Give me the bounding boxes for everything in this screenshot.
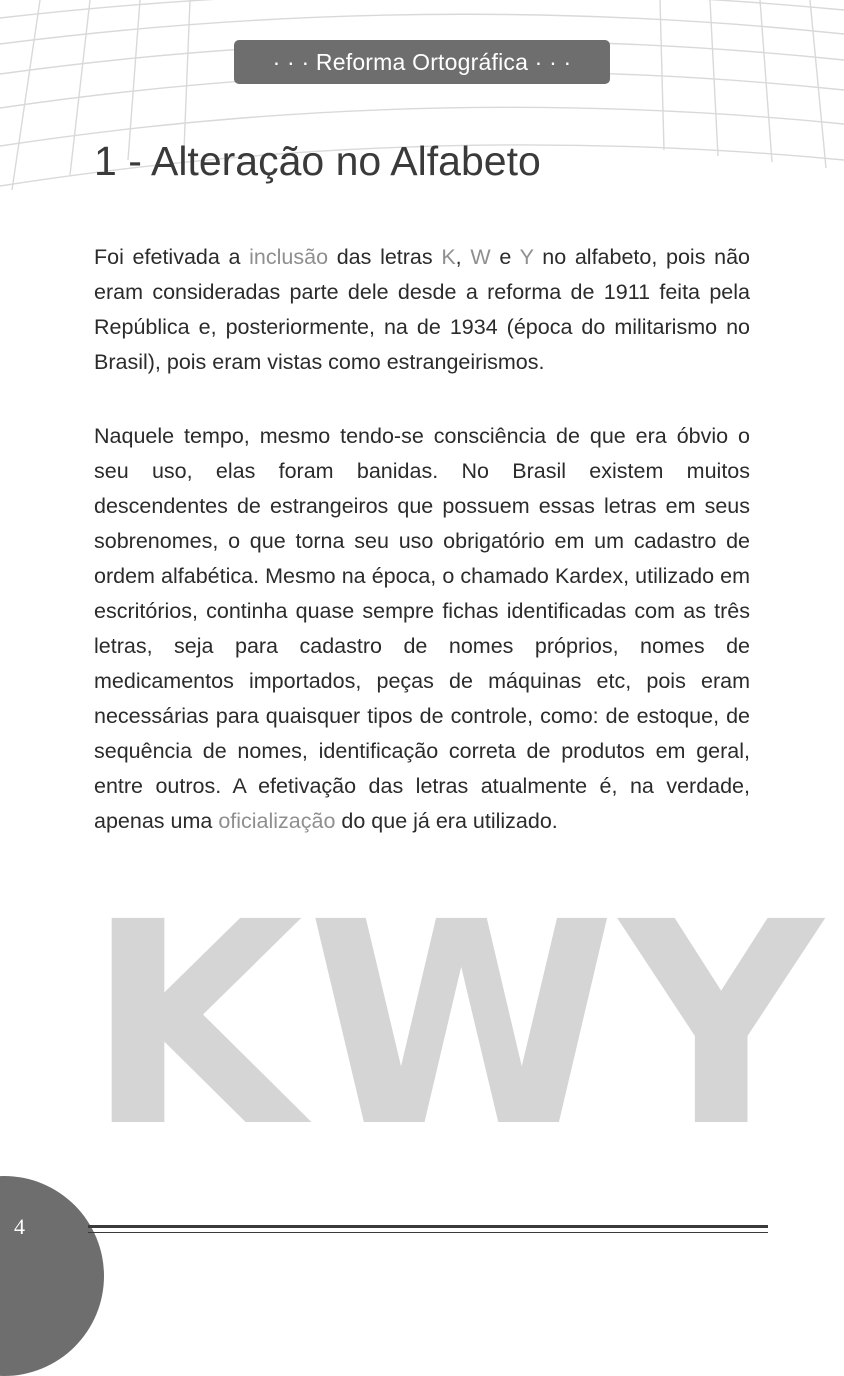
- highlight-letter-w: W: [470, 245, 491, 269]
- highlight-letter-y: Y: [519, 245, 534, 269]
- paragraph-1-text-3: ,: [455, 245, 471, 269]
- highlight-oficializacao: oficialização: [218, 809, 336, 833]
- paragraph-1: [94, 240, 750, 380]
- paragraph-1-text-5: no alfabeto, pois não eram consideradas parte dele desde a reforma de 1911 feita pela República e, posteriormente, na de 1934 (época do militarismo no Brasil), pois eram vistas como estrangeirismos.: [94, 245, 750, 374]
- paragraph-2-text-1: Naquele tempo, mesmo tendo-se consciência de que era óbvio o seu uso, elas foram banidas. No Brasil existem muitos descendentes de estrangeiros que possuem essas letras em seus sobrenomes, o que torna seu uso obrigatório em um cadastro de ordem alfabética. Mesmo na época, o chamado Kardex, utilizado em escritórios, continha quase sempre fichas identificadas com as três letras, seja para cadastro de nomes próprios, nomes de medicamentos importados, peças de máquinas etc, pois eram necessárias para quaisquer tipos de controle, como: de estoque, de sequência de nomes, identificação correta de produtos em geral, entre outros. A efetivação das letras atualmente é, na verdade, apenas uma: [94, 424, 750, 833]
- section-header-text: · · · Reforma Ortográfica · · ·: [272, 48, 572, 75]
- highlight-letter-k: K: [441, 245, 456, 269]
- decorative-kwy-letters: KWY: [86, 863, 827, 1189]
- section-header-banner: [234, 40, 610, 84]
- paragraph-1-text-2: das letras: [328, 245, 442, 269]
- footer-rule-thick: [88, 1225, 768, 1228]
- page-title: 1 - Alteração no Alfabeto: [94, 138, 541, 184]
- page-number: 4: [14, 1214, 25, 1239]
- paragraph-1-text-1: Foi efetivada a: [94, 245, 250, 269]
- page-number-tab: [0, 1176, 104, 1376]
- footer-rule-thin: [88, 1232, 768, 1233]
- paragraph-1-text-4: e: [490, 245, 520, 269]
- highlight-inclusao: inclusão: [249, 245, 329, 269]
- paragraph-2-text-2: do que já era utilizado.: [335, 809, 558, 833]
- paragraph-2: [94, 419, 750, 839]
